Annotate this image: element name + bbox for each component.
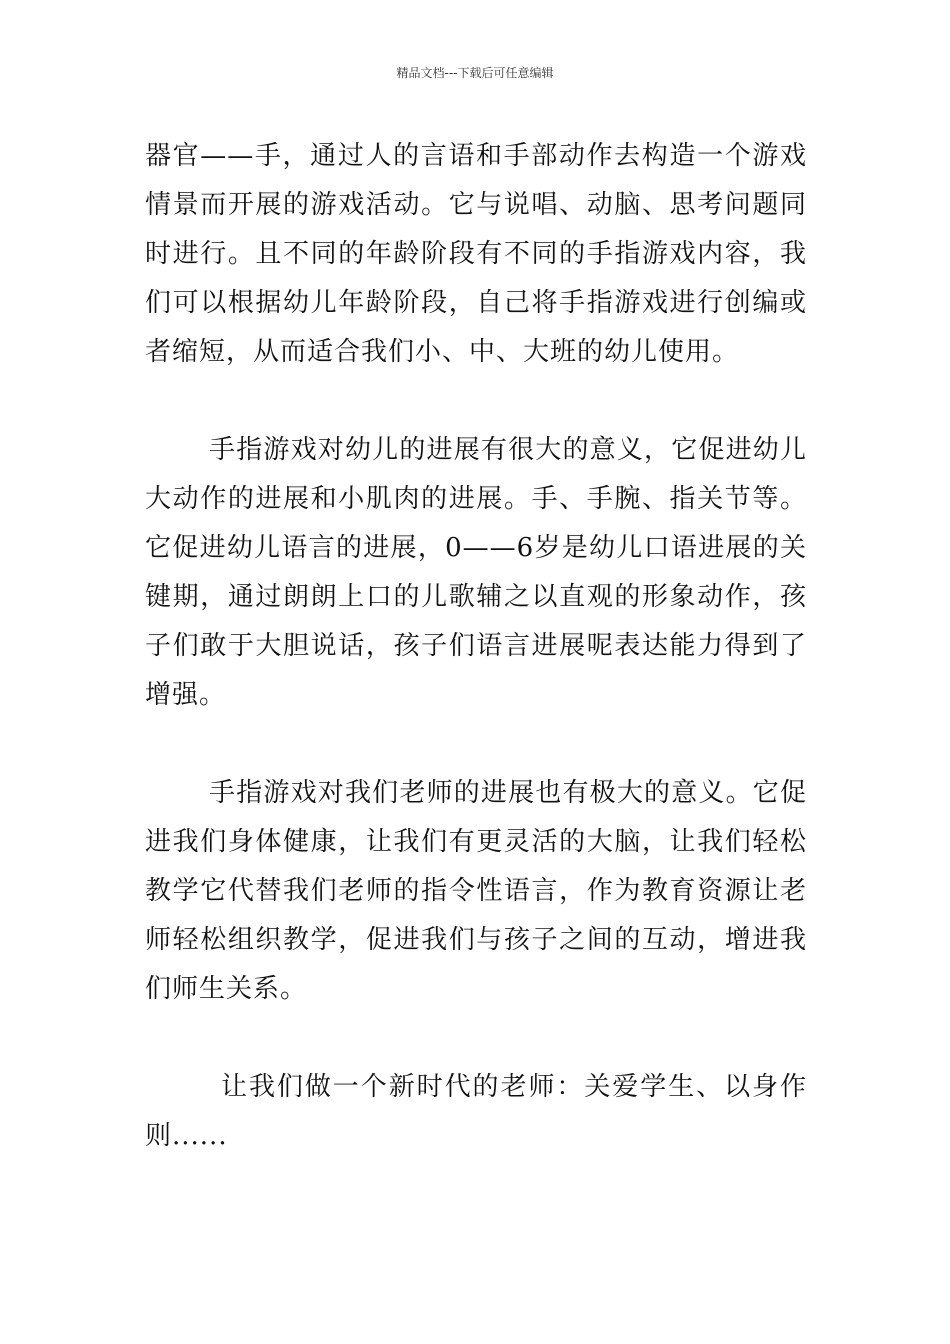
paragraph-gap xyxy=(145,377,807,426)
paragraph-gap xyxy=(145,720,807,769)
paragraph-4: 让我们做一个新时代的老师：关爱学生、以身作则...... xyxy=(145,1072,807,1151)
paragraph-2: 手指游戏对幼儿的进展有很大的意义，它促进幼儿大动作的进展和小肌肉的进展。手、手腕、指关节等。它促进幼儿语言的进展，0——6岁是幼儿口语进展的关键期，通过朗朗上口的儿歌辅之以直观的形象动作，孩子们敢于大胆说话，孩子们语言进展呢表达能力得到了增强。 xyxy=(145,435,807,710)
document-body xyxy=(145,132,807,1161)
paragraph-1: 器官——手，通过人的言语和手部动作去构造一个游戏情景而开展的游戏活动。它与说唱、动脑、思考问题同时进行。且不同的年龄阶段有不同的手指游戏内容，我们可以根据幼儿年龄阶段，自己将手指游戏进行创编或者缩短，从而适合我们小、中、大班的幼儿使用。 xyxy=(145,141,807,367)
page-header: 精品文档---下载后可任意编辑 xyxy=(396,66,554,80)
paragraph-3: 手指游戏对我们老师的进展也有极大的意义。它促进我们身体健康，让我们有更灵活的大脑，让我们轻松教学它代替我们老师的指令性语言，作为教育资源让老师轻松组织教学，促进我们与孩子之间的互动，增进我们师生关系。 xyxy=(145,778,807,1004)
paragraph-gap xyxy=(145,1014,807,1063)
